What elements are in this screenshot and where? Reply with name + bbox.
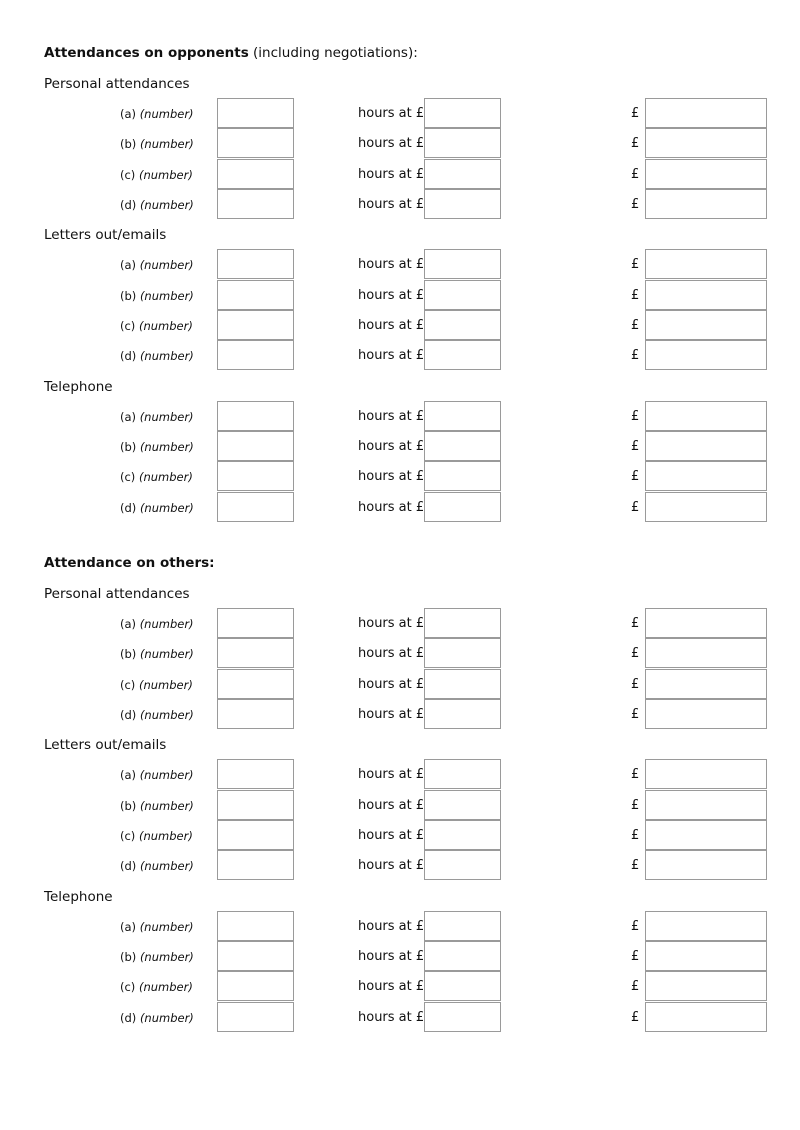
hours-at-label: hours at £	[358, 409, 425, 424]
hours-at-label: hours at £	[358, 919, 425, 934]
row-letter: (a)	[120, 107, 137, 121]
row-label	[120, 470, 193, 484]
amount-input[interactable]	[645, 820, 767, 850]
hourly-rate-input[interactable]	[424, 699, 501, 729]
hours-at-label: hours at £	[358, 288, 425, 303]
number-input[interactable]	[217, 159, 294, 189]
number-input[interactable]	[217, 280, 294, 310]
row-number-hint: (number)	[139, 859, 194, 873]
row-letter: (c)	[120, 168, 136, 182]
row-number-hint: (number)	[138, 168, 193, 182]
pound-sign: £	[631, 318, 640, 333]
hourly-rate-input[interactable]	[424, 790, 501, 820]
amount-input[interactable]	[645, 249, 767, 279]
pound-sign: £	[631, 500, 640, 515]
row-letter: (b)	[120, 289, 137, 303]
row-number-hint: (number)	[138, 829, 193, 843]
section-heading	[44, 45, 418, 61]
amount-input[interactable]	[645, 401, 767, 431]
section-heading-bold: Attendance on others:	[44, 555, 215, 571]
row-label	[120, 859, 194, 873]
row-letter: (d)	[120, 859, 137, 873]
row-label	[120, 1011, 194, 1025]
row-number-hint: (number)	[139, 198, 194, 212]
hourly-rate-input[interactable]	[424, 249, 501, 279]
hours-at-label: hours at £	[358, 858, 425, 873]
pound-sign: £	[631, 828, 640, 843]
hours-at-label: hours at £	[358, 439, 425, 454]
row-number-hint: (number)	[138, 678, 193, 692]
pound-sign: £	[631, 348, 640, 363]
row-label	[120, 349, 194, 363]
pound-sign: £	[631, 707, 640, 722]
hours-at-label: hours at £	[358, 707, 425, 722]
hourly-rate-input[interactable]	[424, 850, 501, 880]
row-number-hint: (number)	[139, 799, 194, 813]
row-letter: (b)	[120, 137, 137, 151]
row-label	[120, 319, 193, 333]
row-label	[120, 708, 194, 722]
row-label	[120, 768, 194, 782]
pound-sign: £	[631, 136, 640, 151]
hours-at-label: hours at £	[358, 828, 425, 843]
pound-sign: £	[631, 919, 640, 934]
hourly-rate-input[interactable]	[424, 310, 501, 340]
amount-input[interactable]	[645, 790, 767, 820]
hours-at-label: hours at £	[358, 949, 425, 964]
hourly-rate-input[interactable]	[424, 461, 501, 491]
row-letter: (b)	[120, 440, 137, 454]
hourly-rate-input[interactable]	[424, 340, 501, 370]
amount-input[interactable]	[645, 638, 767, 668]
hourly-rate-input[interactable]	[424, 280, 501, 310]
pound-sign: £	[631, 288, 640, 303]
hours-at-label: hours at £	[358, 197, 425, 212]
hours-at-label: hours at £	[358, 136, 425, 151]
hours-at-label: hours at £	[358, 500, 425, 515]
row-number-hint: (number)	[139, 137, 194, 151]
row-number-hint: (number)	[139, 950, 194, 964]
row-label	[120, 980, 193, 994]
number-input[interactable]	[217, 340, 294, 370]
amount-input[interactable]	[645, 340, 767, 370]
row-label	[120, 410, 194, 424]
hourly-rate-input[interactable]	[424, 128, 501, 158]
pound-sign: £	[631, 616, 640, 631]
number-input[interactable]	[217, 941, 294, 971]
row-letter: (b)	[120, 799, 137, 813]
hours-at-label: hours at £	[358, 257, 425, 272]
row-letter: (c)	[120, 829, 136, 843]
row-number-hint: (number)	[139, 647, 194, 661]
number-input[interactable]	[217, 189, 294, 219]
hourly-rate-input[interactable]	[424, 911, 501, 941]
section-heading-bold: Attendances on opponents	[44, 45, 249, 61]
number-input[interactable]	[217, 638, 294, 668]
number-input[interactable]	[217, 790, 294, 820]
amount-input[interactable]	[645, 850, 767, 880]
amount-input[interactable]	[645, 310, 767, 340]
number-input[interactable]	[217, 249, 294, 279]
amount-input[interactable]	[645, 608, 767, 638]
number-input[interactable]	[217, 759, 294, 789]
group-label: Personal attendances	[44, 586, 190, 602]
row-letter: (c)	[120, 470, 136, 484]
row-label	[120, 289, 194, 303]
row-letter: (d)	[120, 198, 137, 212]
hourly-rate-input[interactable]	[424, 98, 501, 128]
hourly-rate-input[interactable]	[424, 1002, 501, 1032]
hours-at-label: hours at £	[358, 167, 425, 182]
number-input[interactable]	[217, 699, 294, 729]
hours-at-label: hours at £	[358, 677, 425, 692]
hours-at-label: hours at £	[358, 318, 425, 333]
hours-at-label: hours at £	[358, 1010, 425, 1025]
amount-input[interactable]	[645, 971, 767, 1001]
amount-input[interactable]	[645, 461, 767, 491]
row-number-hint: (number)	[139, 617, 194, 631]
row-label	[120, 168, 193, 182]
row-label	[120, 198, 194, 212]
pound-sign: £	[631, 767, 640, 782]
row-number-hint: (number)	[139, 708, 194, 722]
row-letter: (d)	[120, 349, 137, 363]
hourly-rate-input[interactable]	[424, 492, 501, 522]
hourly-rate-input[interactable]	[424, 189, 501, 219]
row-letter: (a)	[120, 920, 137, 934]
number-input[interactable]	[217, 98, 294, 128]
row-number-hint: (number)	[139, 410, 194, 424]
row-letter: (c)	[120, 980, 136, 994]
amount-input[interactable]	[645, 911, 767, 941]
pound-sign: £	[631, 167, 640, 182]
row-letter: (d)	[120, 501, 137, 515]
amount-input[interactable]	[645, 941, 767, 971]
hourly-rate-input[interactable]	[424, 159, 501, 189]
hourly-rate-input[interactable]	[424, 820, 501, 850]
hours-at-label: hours at £	[358, 798, 425, 813]
pound-sign: £	[631, 798, 640, 813]
row-letter: (b)	[120, 950, 137, 964]
hours-at-label: hours at £	[358, 106, 425, 121]
number-input[interactable]	[217, 911, 294, 941]
row-label	[120, 799, 194, 813]
hourly-rate-input[interactable]	[424, 941, 501, 971]
hourly-rate-input[interactable]	[424, 669, 501, 699]
number-input[interactable]	[217, 820, 294, 850]
number-input[interactable]	[217, 1002, 294, 1032]
pound-sign: £	[631, 949, 640, 964]
amount-input[interactable]	[645, 431, 767, 461]
amount-input[interactable]	[645, 98, 767, 128]
row-number-hint: (number)	[139, 349, 194, 363]
row-label	[120, 258, 194, 272]
row-label	[120, 920, 194, 934]
group-label: Letters out/emails	[44, 227, 167, 244]
section-heading-rest: (including negotiations):	[248, 45, 418, 61]
pound-sign: £	[631, 197, 640, 212]
row-letter: (a)	[120, 258, 137, 272]
row-letter: (b)	[120, 647, 137, 661]
number-input[interactable]	[217, 310, 294, 340]
row-number-hint: (number)	[139, 1011, 194, 1025]
hourly-rate-input[interactable]	[424, 638, 501, 668]
row-label	[120, 137, 194, 151]
row-label	[120, 107, 194, 121]
number-input[interactable]	[217, 850, 294, 880]
number-input[interactable]	[217, 401, 294, 431]
hourly-rate-input[interactable]	[424, 759, 501, 789]
hours-at-label: hours at £	[358, 979, 425, 994]
pound-sign: £	[631, 1010, 640, 1025]
pound-sign: £	[631, 469, 640, 484]
row-number-hint: (number)	[139, 258, 194, 272]
number-input[interactable]	[217, 431, 294, 461]
pound-sign: £	[631, 106, 640, 121]
row-number-hint: (number)	[139, 501, 194, 515]
row-letter: (d)	[120, 708, 137, 722]
row-number-hint: (number)	[138, 319, 193, 333]
pound-sign: £	[631, 677, 640, 692]
amount-input[interactable]	[645, 128, 767, 158]
hours-at-label: hours at £	[358, 469, 425, 484]
row-number-hint: (number)	[138, 980, 193, 994]
amount-input[interactable]	[645, 159, 767, 189]
pound-sign: £	[631, 979, 640, 994]
hours-at-label: hours at £	[358, 646, 425, 661]
amount-input[interactable]	[645, 669, 767, 699]
row-number-hint: (number)	[139, 768, 194, 782]
row-label	[120, 617, 194, 631]
pound-sign: £	[631, 646, 640, 661]
number-input[interactable]	[217, 492, 294, 522]
hourly-rate-input[interactable]	[424, 971, 501, 1001]
hourly-rate-input[interactable]	[424, 431, 501, 461]
hourly-rate-input[interactable]	[424, 608, 501, 638]
number-input[interactable]	[217, 608, 294, 638]
row-number-hint: (number)	[139, 289, 194, 303]
row-number-hint: (number)	[139, 440, 194, 454]
number-input[interactable]	[217, 669, 294, 699]
row-number-hint: (number)	[138, 470, 193, 484]
row-label	[120, 647, 194, 661]
group-label: Telephone	[44, 888, 113, 905]
hours-at-label: hours at £	[358, 767, 425, 782]
hours-at-label: hours at £	[358, 616, 425, 631]
row-number-hint: (number)	[139, 920, 194, 934]
amount-input[interactable]	[645, 1002, 767, 1032]
row-letter: (a)	[120, 768, 137, 782]
row-letter: (a)	[120, 617, 137, 631]
row-letter: (a)	[120, 410, 137, 424]
row-label	[120, 678, 193, 692]
row-label	[120, 440, 194, 454]
number-input[interactable]	[217, 128, 294, 158]
pound-sign: £	[631, 439, 640, 454]
group-label: Letters out/emails	[44, 737, 167, 754]
amount-input[interactable]	[645, 280, 767, 310]
group-label: Telephone	[44, 378, 113, 395]
number-input[interactable]	[217, 461, 294, 491]
pound-sign: £	[631, 257, 640, 272]
amount-input[interactable]	[645, 699, 767, 729]
pound-sign: £	[631, 858, 640, 873]
amount-input[interactable]	[645, 492, 767, 522]
section-heading	[44, 555, 215, 571]
hours-at-label: hours at £	[358, 348, 425, 363]
amount-input[interactable]	[645, 189, 767, 219]
pound-sign: £	[631, 409, 640, 424]
row-label	[120, 501, 194, 515]
group-label: Personal attendances	[44, 76, 190, 92]
row-letter: (c)	[120, 678, 136, 692]
row-label	[120, 829, 193, 843]
hourly-rate-input[interactable]	[424, 401, 501, 431]
row-letter: (d)	[120, 1011, 137, 1025]
amount-input[interactable]	[645, 759, 767, 789]
row-label	[120, 950, 194, 964]
number-input[interactable]	[217, 971, 294, 1001]
row-number-hint: (number)	[139, 107, 194, 121]
row-letter: (c)	[120, 319, 136, 333]
